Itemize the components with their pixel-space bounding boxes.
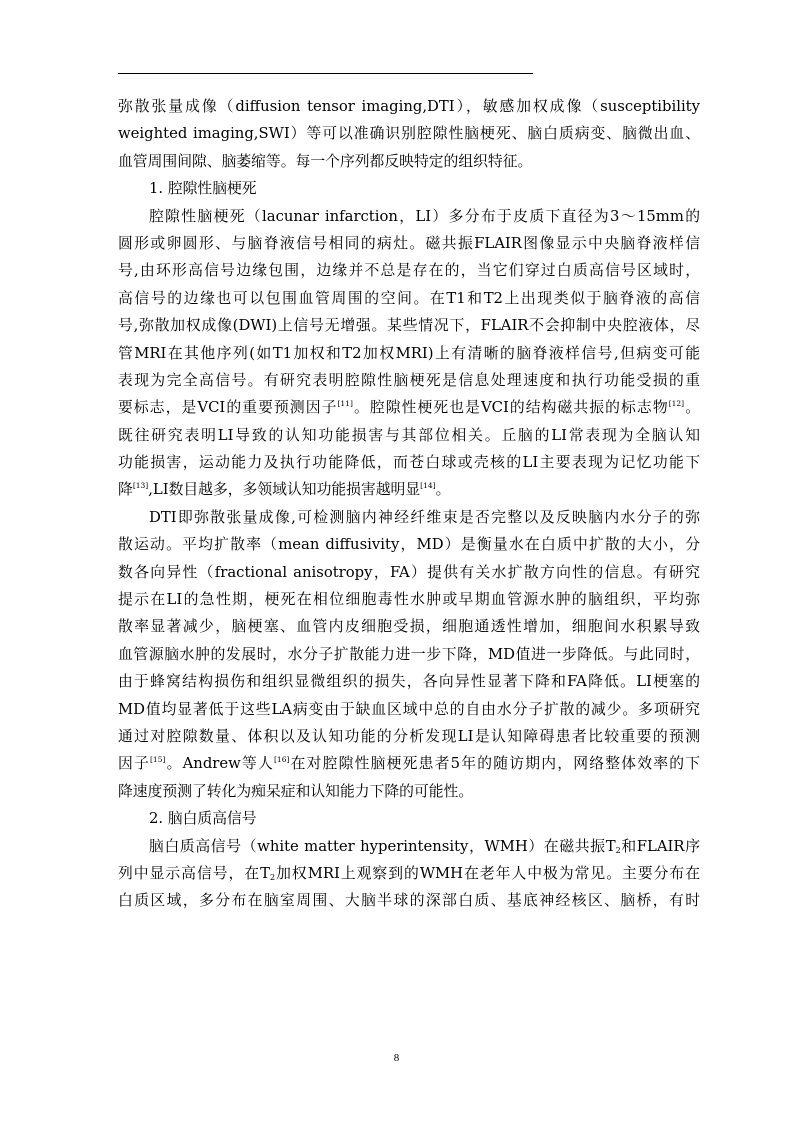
text-line: 管MRI在其他序列(如T1加权和T2加权MRI)上有清晰的脑脊液样信号,但病变可能	[118, 344, 700, 362]
text-line	[118, 833, 700, 860]
text-line: 白质区域，多分布在脑室周围、大脑半球的深部白质、基底神经核区、脑桥，有时	[118, 892, 700, 910]
subscript: 2	[615, 845, 621, 855]
text-line: 血管源脑水肿的发展时，水分子扩散能力进一步下降，MD值进一步降低。与此同时，	[118, 645, 700, 663]
text-line: 号,弥散加权成像(DWI)上信号无增强。某些情况下，FLAIR不会抑制中央腔液体，尽	[118, 317, 700, 335]
text-line	[118, 860, 700, 887]
text-fragment: 因子	[118, 755, 150, 773]
text-fragment: 。	[435, 481, 451, 499]
text-line: 数各向异性（fractional anisotropy，FA）提供有关水扩散方向性的信息。有研究	[118, 563, 700, 581]
text-line: 散运动。平均扩散率（mean diffusivity，MD）是衡量水在白质中扩散的大小，分	[118, 536, 700, 554]
text-line: 圆形或卵圆形、与脑脊液信号相同的病灶。磁共振FLAIR图像显示中央脑脊液样信	[118, 234, 700, 252]
text-fragment: 。	[684, 399, 700, 417]
document-body	[118, 93, 700, 915]
text-line	[118, 394, 700, 421]
citation-11[interactable]: [11]	[337, 399, 353, 409]
text-line	[118, 750, 700, 777]
text-line: 既往研究表明LI导致的认知功能损害与其部位相关。丘脑的LI常表现为全脑认知	[118, 426, 700, 444]
text-line: 弥散张量成像（diffusion tensor imaging,DTI），敏感加权成像（susceptibility	[118, 98, 700, 115]
citation-16[interactable]: [16]	[274, 755, 290, 765]
subscript: 2	[270, 872, 276, 882]
text-line: 通过对腔隙数量、体积以及认知功能的分析发现LI是认知障碍患者比较重要的预测	[118, 727, 700, 745]
text-line	[118, 476, 700, 503]
citation-12[interactable]: [12]	[668, 399, 685, 409]
text-line: 号,由环形高信号边缘包围，边缘并不总是存在的，当它们穿过白质高信号区域时，	[118, 262, 700, 280]
text-line: 高信号的边缘也可以包围血管周围的空间。在T1和T2上出现类似于脑脊液的高信	[118, 289, 700, 307]
citation-13[interactable]: [13]	[132, 481, 149, 491]
page-number: 8	[393, 1052, 400, 1064]
text-line: weighted imaging,SWI）等可以准确识别腔隙性脑梗死、脑白质病变、脑微出血、	[118, 125, 700, 143]
text-line: 血管周围间隙、脑萎缩等。每一个序列都反映特定的组织特征。	[118, 152, 533, 170]
text-line: 降速度预测了转化为痴呆症和认知能力下降的可能性。	[118, 782, 474, 800]
text-fragment: ,LI数目越多，多领域认知功能损害越明显	[148, 481, 421, 499]
text-fragment: 和FLAIR序	[620, 837, 700, 855]
text-line: 由于蜂窝结构损伤和组织显微组织的损失，各向异性显著下降和FA降低。LI梗塞的	[118, 673, 700, 691]
section-heading-lacunar-infarction: 1. 腔隙性脑梗死	[149, 180, 257, 198]
text-line: 功能损害，运动能力及执行功能降低，而苍白球或壳核的LI主要表现为记忆功能下	[118, 454, 700, 472]
citation-15[interactable]: [15]	[150, 755, 166, 765]
text-fragment: 列中显示高信号，在T	[118, 864, 271, 882]
text-fragment: 。Andrew等人	[165, 755, 274, 773]
text-line: DTI即弥散张量成像,可检测脑内神经纤维束是否完整以及反映脑内水分子的弥	[149, 508, 700, 526]
text-fragment: 加权MRI上观察到的WMH在老年人中极为常见。主要分布在	[275, 864, 701, 882]
text-line: 腔隙性脑梗死（lacunar infarction，LI）多分布于皮质下直径为3～15mm的	[149, 207, 700, 225]
text-fragment: 脑白质高信号（white matter hyperintensity，WMH）在磁共振T	[149, 837, 616, 855]
text-fragment: 。腔隙性梗死也是VCI的结构磁共振的标志物	[352, 399, 669, 417]
header-rule	[118, 73, 533, 74]
section-heading-white-matter-hyperintensity: 2. 脑白质高信号	[149, 810, 257, 828]
text-line: 表现为完全高信号。有研究表明腔隙性脑梗死是信息处理速度和执行功能受损的重	[118, 371, 700, 389]
text-fragment: 降	[118, 481, 133, 499]
text-fragment: 要标志，是VCI的重要预测因子	[118, 399, 338, 417]
text-line: 散率显著减少，脑梗塞、血管内皮细胞受损，细胞通透性增加，细胞间水积累导致	[118, 618, 700, 636]
text-line: 提示在LI的急性期，梗死在相位细胞毒性水肿或早期血管源水肿的脑组织，平均弥	[118, 591, 700, 609]
text-fragment: 在对腔隙性脑梗死患者5年的随访期内，网络整体效率的下	[289, 755, 700, 773]
citation-14[interactable]: [14]	[420, 481, 436, 491]
text-line: MD值均显著低于这些LA病变由于缺血区域中总的自由水分子扩散的减少。多项研究	[118, 700, 700, 718]
